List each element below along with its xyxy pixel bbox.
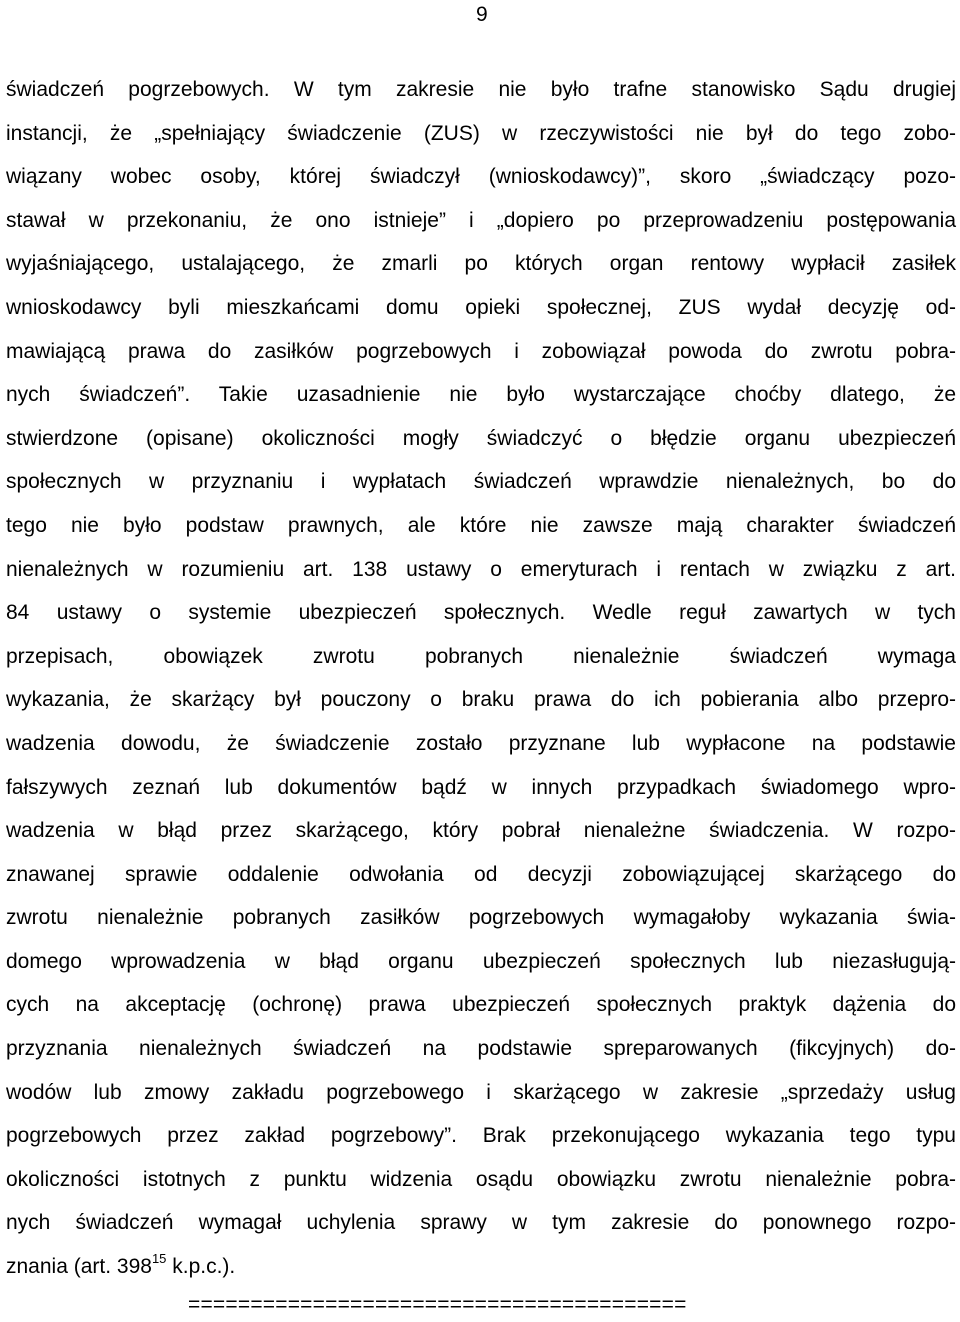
- text-line: wodów lub zmowy zakładu pogrzebowego i skarżącego w zakresie „sprzedaży usług: [6, 1080, 956, 1104]
- text-line: wykazania, że skarżący był pouczony o braku prawa do ich pobierania albo przepro-: [6, 688, 956, 712]
- text-line: nienależnych w rozumieniu art. 138 ustawy o emeryturach i rentach w związku z art.: [6, 557, 956, 581]
- text-line-final: [6, 1245, 956, 1289]
- final-line-tail: k.p.c.).: [166, 1255, 236, 1279]
- text-line: wnioskodawcy byli mieszkańcami domu opieki społecznej, ZUS wydał decyzję od-: [6, 295, 956, 319]
- text-line: tego nie było podstaw prawnych, ale które nie zawsze mają charakter świadczeń: [6, 513, 956, 537]
- text-line: wiązany wobec osoby, której świadczył (wnioskodawcy)”, skoro „świadczący pozo-: [6, 165, 956, 189]
- text-line: fałszywych zeznań lub dokumentów bądź w innych przypadkach świadomego wpro-: [6, 775, 956, 799]
- text-line: instancji, że „spełniający świadczenie (ZUS) w rzeczywistości nie był do tego zobo-: [6, 121, 956, 145]
- text-line: nych świadczeń”. Takie uzasadnienie nie było wystarczające choćby dlatego, że: [6, 383, 956, 407]
- text-line: stawał w przekonaniu, że ono istnieje” i „dopiero po przeprowadzeniu postępowania: [6, 208, 956, 232]
- end-separator: ========================================: [188, 1293, 687, 1316]
- judgment-paragraph: [6, 68, 956, 1289]
- final-line-text: znania (art. 398: [6, 1255, 152, 1279]
- text-line: pogrzebowych przez zakład pogrzebowy”. Brak przekonującego wykazania tego typu: [6, 1124, 956, 1148]
- text-line: wadzenia w błąd przez skarżącego, który pobrał nienależne świadczenia. W rozpo-: [6, 819, 956, 843]
- text-line: stwierdzone (opisane) okoliczności mogły świadczyć o błędzie organu ubezpieczeń: [6, 426, 956, 450]
- text-line: okoliczności istotnych z punktu widzenia osądu obowiązku zwrotu nienależnie pobra-: [6, 1167, 956, 1191]
- text-line: świadczeń pogrzebowych. W tym zakresie nie było trafne stanowisko Sądu drugiej: [6, 78, 956, 101]
- text-line: wyjaśniającego, ustalającego, że zmarli po których organ rentowy wypłacił zasiłek: [6, 252, 956, 276]
- text-line: cych na akceptację (ochronę) prawa ubezpieczeń społecznych praktyk dążenia do: [6, 993, 956, 1017]
- text-line: znawanej sprawie oddalenie odwołania od decyzji zobowiązującej skarżącego do: [6, 862, 956, 886]
- text-line: nych świadczeń wymagał uchylenia sprawy w tym zakresie do ponownego rozpo-: [6, 1211, 956, 1235]
- page-number: 9: [476, 3, 488, 26]
- text-line: przyznania nienależnych świadczeń na podstawie spreparowanych (fikcyjnych) do-: [6, 1037, 956, 1061]
- article-superscript: 15: [151, 1251, 167, 1267]
- text-line: 84 ustawy o systemie ubezpieczeń społecznych. Wedle reguł zawartych w tych: [6, 601, 956, 625]
- text-line: zwrotu nienależnie pobranych zasiłków pogrzebowych wymagałoby wykazania świa-: [6, 906, 956, 930]
- text-line: wadzenia dowodu, że świadczenie zostało przyznane lub wypłacone na podstawie: [6, 731, 956, 755]
- text-line: społecznych w przyznaniu i wypłatach świadczeń wprawdzie nienależnych, bo do: [6, 470, 956, 494]
- text-line: przepisach, obowiązek zwrotu pobranych nienależnie świadczeń wymaga: [6, 644, 956, 668]
- text-line: domego wprowadzenia w błąd organu ubezpieczeń społecznych lub niezasługują-: [6, 949, 956, 973]
- text-line: mawiającą prawa do zasiłków pogrzebowych i zobowiązał powoda do zwrotu pobra-: [6, 339, 956, 363]
